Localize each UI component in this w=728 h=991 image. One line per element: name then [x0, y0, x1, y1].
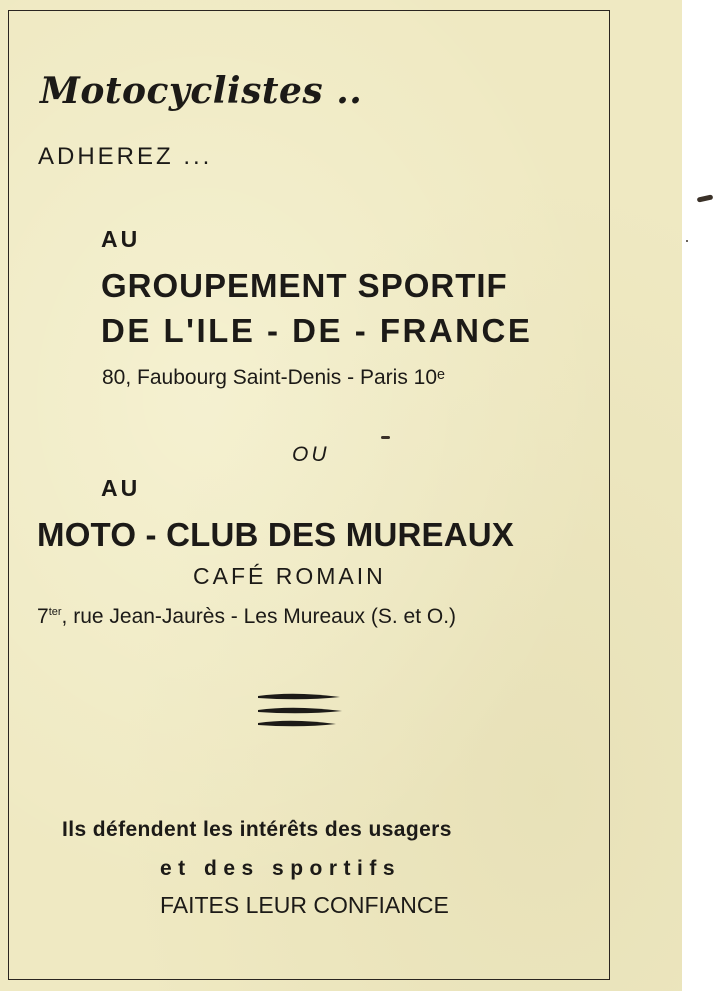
first-option-name-line1: GROUPEMENT SPORTIF: [101, 267, 508, 304]
address-number: 7: [37, 605, 49, 628]
speed-lines-ornament: [254, 688, 346, 732]
address-number-suffix: ter: [48, 606, 62, 618]
second-option-venue: CAFÉ ROMAIN: [193, 563, 386, 589]
first-option-name-line2: DE L'ILE - DE - FRANCE: [101, 312, 533, 349]
ink-dot: [686, 240, 688, 242]
second-option-prefix: AU: [101, 475, 141, 501]
address-street: , rue Jean-Jaurès - Les Mureaux (S. et O.): [61, 605, 457, 628]
second-option-name: MOTO - CLUB DES MUREAUX: [37, 516, 514, 553]
closing-line-3: FAITES LEUR CONFIANCE: [160, 892, 449, 918]
heading-script: Motocyclistes ..: [40, 70, 363, 112]
first-option-address: 80, Faubourg Saint-Denis - Paris 10ᵉ: [102, 366, 445, 389]
call-to-action: ADHEREZ ...: [38, 143, 213, 170]
closing-line-1: Ils défendent les intérêts des usagers: [62, 818, 452, 841]
speed-line-bottom: [258, 721, 336, 727]
closing-line-2: et des sportifs: [160, 857, 402, 880]
first-option-prefix: AU: [101, 226, 141, 252]
separator-ou: OU: [292, 443, 330, 466]
second-option-address: [37, 605, 456, 629]
speed-line-middle: [258, 708, 342, 714]
speed-line-top: [258, 694, 340, 700]
ink-speck: [697, 194, 714, 202]
ink-dash: [381, 436, 390, 439]
